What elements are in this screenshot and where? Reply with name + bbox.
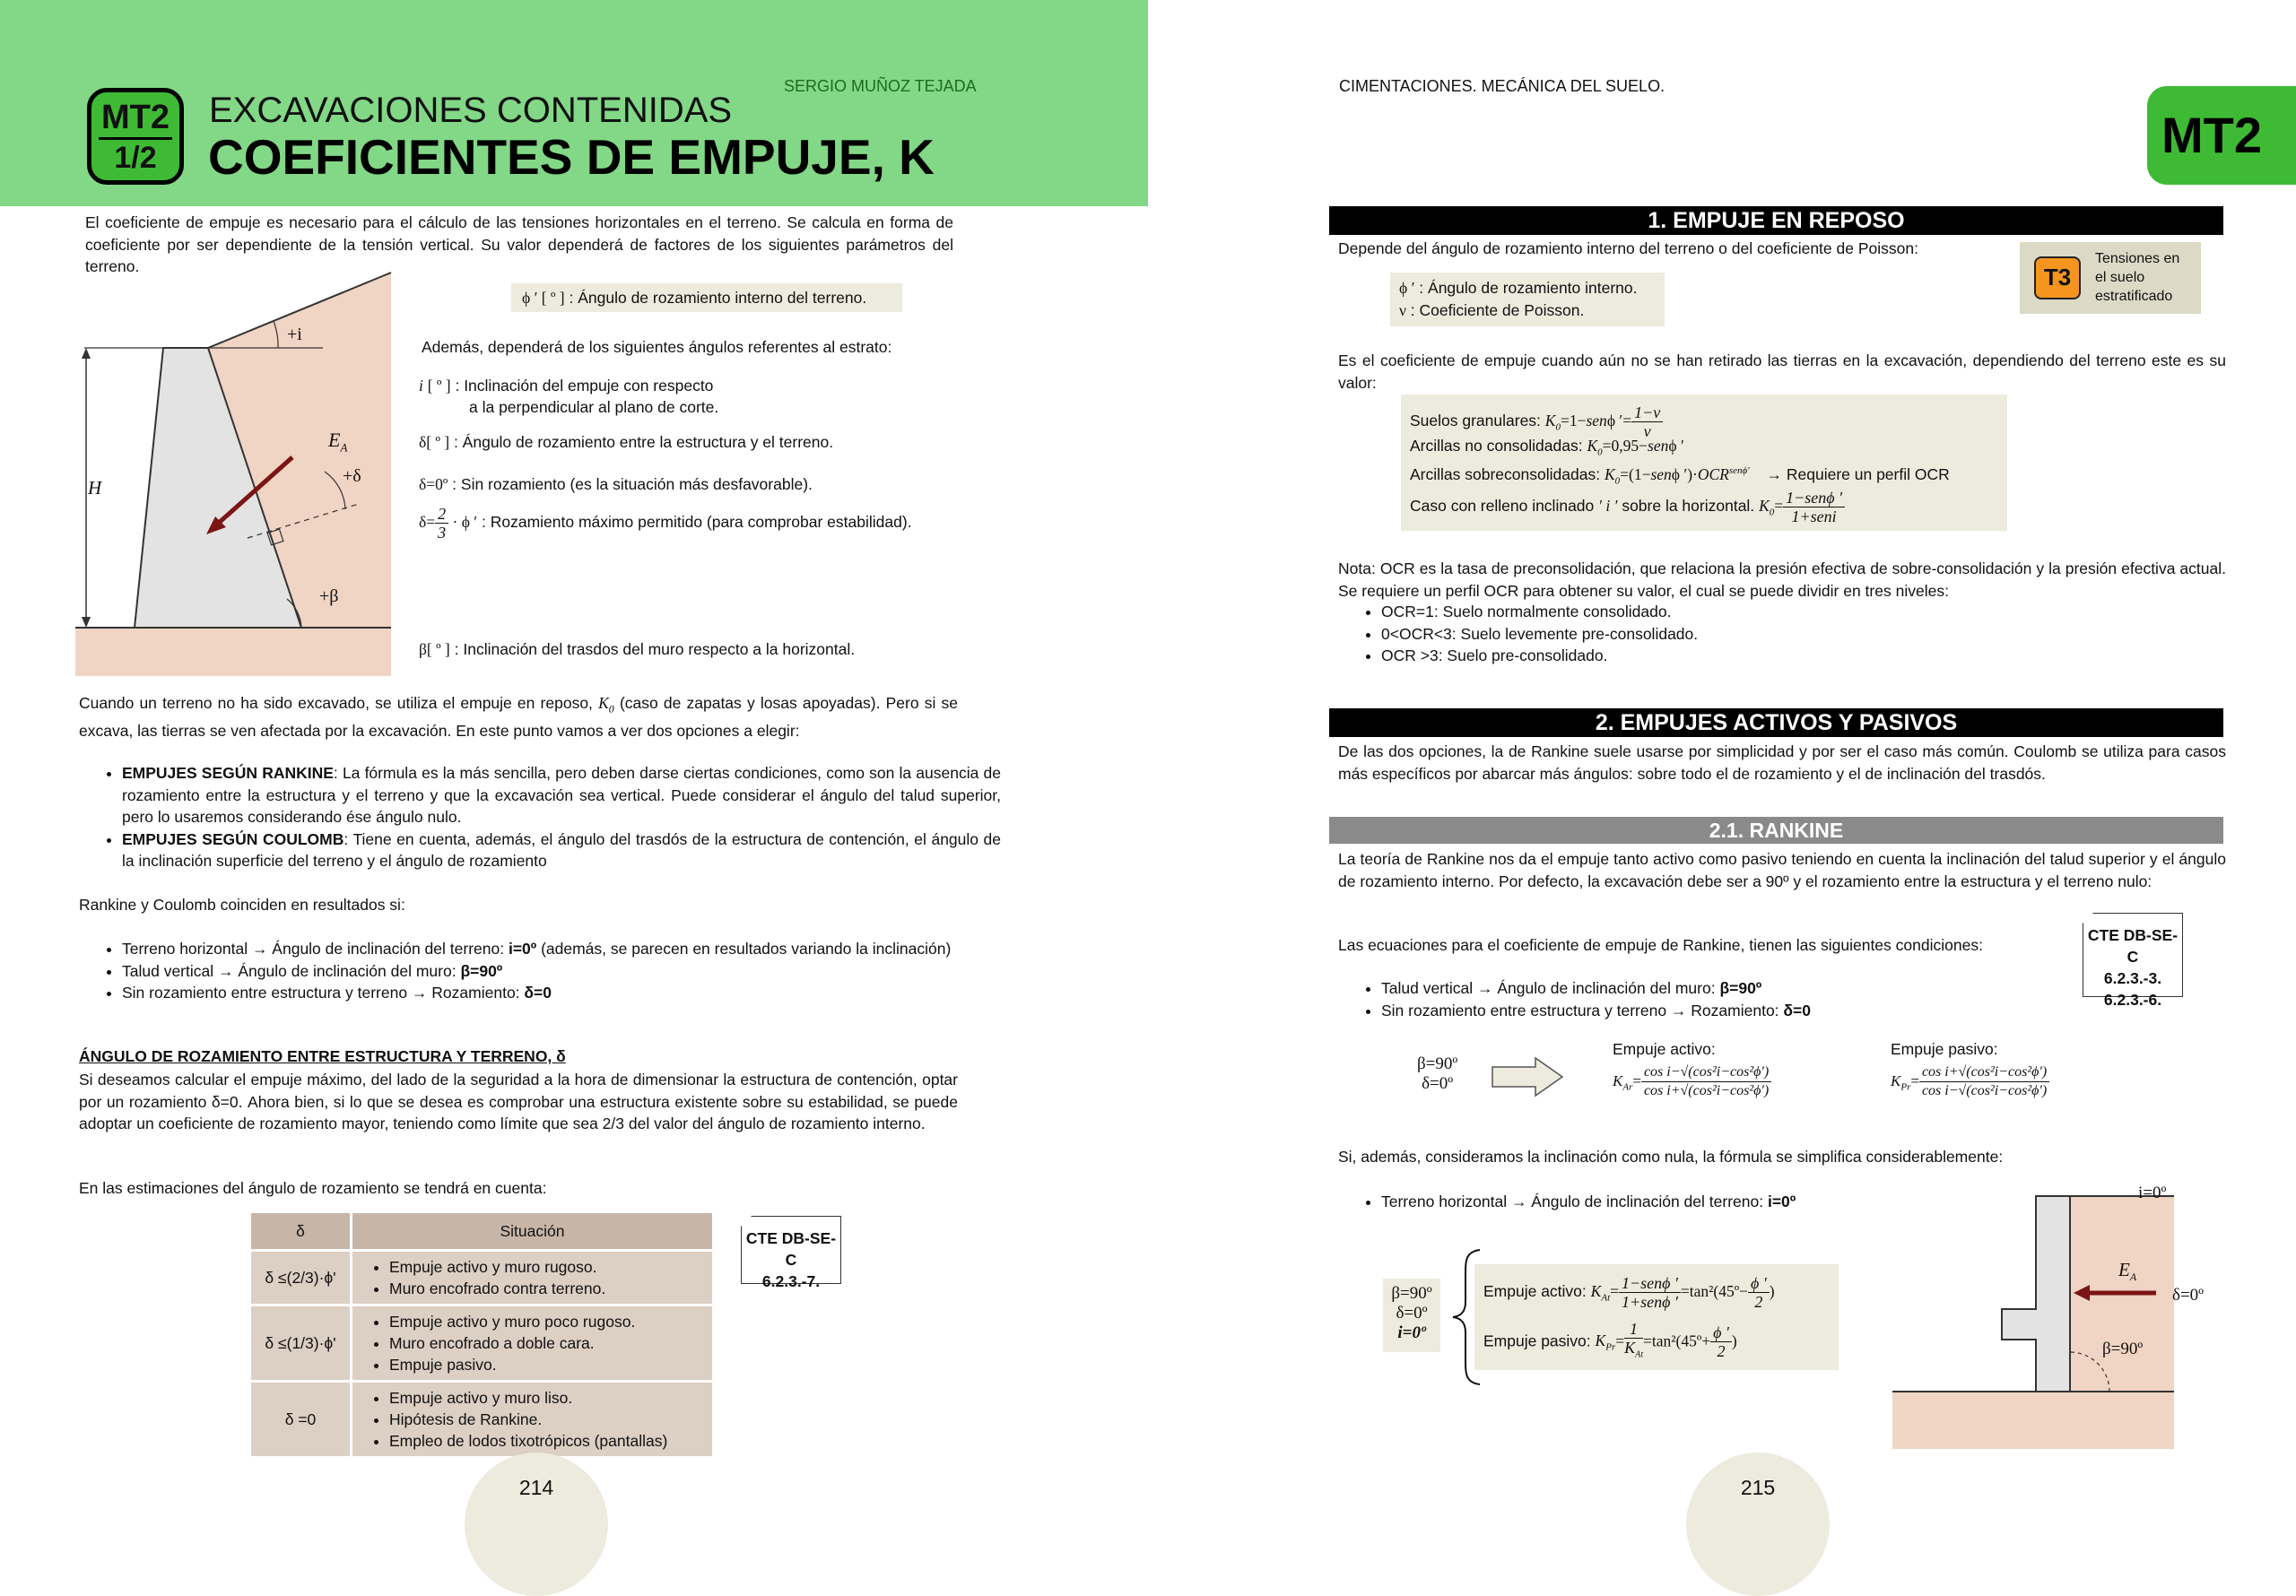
right-page-number: 215 <box>1740 1476 1776 1499</box>
fig-label-beta: +β <box>319 586 339 606</box>
angle-text: Si deseamos calcular el empuje máximo, del lado de la seguridad a la hora de dimensionar la estructura de contención, optar por un rozamiento δ=0. Ahora bien, si lo que se desea es comprobar una estructura existente sobre su estabilidad, se puede adoptar un coeficiente de rozamiento mayor, teniendo como límite que sea 2/3 del valor del ángulo de rozamiento interno. <box>79 1071 958 1132</box>
simp-formula-box: Empuje activo: $K_{At}=$ $\frac{\text{1−senϕ ′}}{\text{1+senϕ ′}}$ =tan²(45º− $\frac{\phi '}{2}$ ) Empuje pasivo: $K_{Pr}=$ $\frac{1}{K_{At}}$ =tan²(45º+ $\frac{\phi '}{2}$ ) <box>1474 1264 1839 1370</box>
delta-max: δ= $\frac{2}{3}$ · ϕ ′ : Rozamiento máximo permitido (para comprobar estabilidad). <box>419 504 912 542</box>
delta-zero: δ=0º : Sin rozamiento (es la situación más desfavorable). <box>419 475 813 493</box>
method-coulomb: • EMPUJES SEGÚN COULOMB: Tiene en cuenta, además, el ángulo del trasdós de la estructura de contención, el ángulo de la inclinación superficie del terreno y el ángulo de rozamiento <box>122 828 1001 872</box>
sec2-text: De las dos opciones, la de Rankine suele usarse por simplicidad y por ser el caso más común. Coulomb se utiliza para casos más específicos por abarcar más ángulos: sobre todo el de rozamiento y el de inclinación del trasdós. <box>1338 742 2226 783</box>
k0-box: Suelos granulares: $K_0=1-sen\phi$ ′= $\frac{1-\nu}{\nu}$ Arcillas no consolidadas: $K_0=0,95-sen\phi$ ′ Arcillas sobreconsolidadas: $K_0=(1-sen\phi$ $')\cdot OCR^{sen\phi'}$ → Requiere un perfil OCR Caso con relleno inclinado ′ i ′ sobre la horizontal. $K_0=$ $\frac{\text{1−senϕ ′}}{\text{1+seni}}$ <box>1401 395 2007 531</box>
activo-formula: $K_{Ar}=$ $\frac{\text{cos i−√(cos²i−cos²ϕ′)}}{\text{cos i+√(cos²i−cos²ϕ′)}}$ <box>1613 1063 1771 1100</box>
activo-label: Empuje activo: <box>1613 1040 1716 1058</box>
rankine-wall-figure <box>1891 1193 2176 1453</box>
ocr-levels: • OCR=1: Suelo normalmente consolidado. • 0<OCR<3: Suelo levemente pre-consolidado. • OCR >3: Suelo pre-consolidado. <box>1338 601 2188 667</box>
right-header: CIMENTACIONES. MECÁNICA DEL SUELO. <box>1339 77 1665 95</box>
coincide-text: Rankine y Coulomb coinciden en resultados si: <box>79 896 405 914</box>
left-intro: El coeficiente de empuje es necesario para el cálculo de las tensiones horizontales en el terreno. Se calcula en forma de coeficiente por ser dependiente de la tensión vertical. Su valor dependerá de factores de los siguientes parámetros del terreno. <box>85 213 953 275</box>
fig2-label-ea: $E_A$ <box>2118 1259 2137 1284</box>
rankine-conditions: • Talud vertical → Ángulo de inclinación del muro: β=90º • Sin rozamiento entre estructura y terreno → Rozamiento: δ=0 <box>1338 977 2063 1021</box>
beta-def: β[ º ] : Inclinación del trasdos del muro respecto a la horizontal. <box>419 640 856 658</box>
phi-def-box: ϕ ′ [ º ] : Ángulo de rozamiento interno del terreno. <box>511 283 902 312</box>
t3-badge: T3 <box>2034 256 2081 299</box>
left-badge <box>87 88 184 185</box>
subsection-21-bar: 2.1. RANKINE <box>1329 817 2223 844</box>
fig2-label-i: i=0º <box>2138 1184 2167 1202</box>
left-cte-ref: CTE DB-SE-C 6.2.3.-7. <box>741 1216 841 1284</box>
left-title-small: EXCAVACIONES CONTENIDAS <box>209 91 733 130</box>
ecuaciones-text: Las ecuaciones para el coeficiente de empuje de Rankine, tienen las siguientes condiciones: <box>1338 936 1983 954</box>
table-row: δ ≤(2/3)·ϕ' • Empuje activo y muro rugoso. • Muro encofrado contra terreno. <box>251 1252 712 1304</box>
phi-nu-box: ϕ ′ : Ángulo de rozamiento interno. ν : Coeficiente de Poisson. <box>1390 273 1665 326</box>
delta-def: δ[ º ] : Ángulo de rozamiento entre la estructura y el terreno. <box>419 433 834 451</box>
table-header-situacion: Situación <box>352 1213 712 1249</box>
reposo-text: Cuando un terreno no ha sido excavado, se utiliza el empuje en reposo, $K_0$ (caso de zapatas y losas apoyadas). Pero si se excava, las tierras se ven afectada por la excavación. En este punto vamos a ver dos opciones a elegir: <box>79 694 958 740</box>
badge-code: MT2 <box>101 99 170 136</box>
methods-list <box>79 762 1001 872</box>
section-1-bar: 1. EMPUJE EN REPOSO <box>1329 206 2223 235</box>
method-rankine: • EMPUJES SEGÚN RANKINE: La fórmula es la más sencilla, pero deben darse ciertas condiciones, como son la ausencia de rozamiento entre la estructura y el terreno y que la excavación sea vertical. Puede considerar el ángulo del talud superior, pero lo usaremos considerando ése ángulo nulo. <box>122 762 1001 828</box>
fig-label-ea: $E_A$ <box>328 429 348 455</box>
simplifica-text: Si, además, consideramos la inclinación como nula, la fórmula se simplifica considerablemente: <box>1338 1148 2004 1166</box>
left-author: SERGIO MUÑOZ TEJADA <box>784 77 977 95</box>
fig-label-h: H <box>88 477 102 499</box>
delta-table <box>248 1210 715 1459</box>
coincide-list: • Terreno horizontal → Ángulo de inclinación del terreno: i=0º (además, se parecen en resultados variando la inclinación) • Talud vertical → Ángulo de inclinación del muro: β=90º • Sin rozamiento entre estructura y terreno → Rozamiento: δ=0 <box>79 938 1001 1004</box>
t3-link[interactable] <box>2020 242 2201 314</box>
simp-cond-box: β=90º δ=0º i=0º <box>1383 1279 1440 1352</box>
estimaciones-text: En las estimaciones del ángulo de rozamiento se tendrá en cuenta: <box>79 1179 547 1197</box>
pasivo-formula: $K_{Pr}=$ $\frac{\text{cos i+√(cos²i−cos²ϕ′)}}{\text{cos i−√(cos²i−cos²ϕ′)}}$ <box>1891 1063 2049 1100</box>
fig2-label-beta: β=90º <box>2102 1340 2144 1358</box>
fig2-label-delta: δ=0º <box>2172 1286 2205 1305</box>
sec1-text: Es el coeficiente de empuje cuando aún no se han retirado las tierras en la excavación, dependiendo del terreno este es su valor: <box>1338 351 2226 392</box>
section-2-bar: 2. EMPUJES ACTIVOS Y PASIVOS <box>1329 708 2223 737</box>
i-def: i [ º ] : Inclinación del empuje con respecto a la perpendicular al plano de corte. <box>419 377 719 416</box>
horizontal-condition: • Terreno horizontal → Ángulo de inclinación del terreno: i=0º <box>1338 1191 2009 1213</box>
right-badge: MT2 <box>2147 86 2296 185</box>
ocr-note: Nota: OCR es la tasa de preconsolidación, que relaciona la presión efectiva de sobre-consolidación y la presión efectiva actual. Se requiere un perfil OCR para obtener su valor, el cual se puede dividir en tres niveles: <box>1338 559 2226 600</box>
also-depends: Además, dependerá de los siguientes ángulos referentes al estrato: <box>422 338 892 356</box>
pasivo-label: Empuje pasivo: <box>1891 1040 1998 1058</box>
fig-label-i: +i <box>287 325 302 344</box>
left-page-number: 214 <box>518 1476 554 1499</box>
table-row: δ =0 • Empuje activo y muro liso. • Hipótesis de Rankine. • Empleo de lodos tixotrópicos (pantallas) <box>251 1383 712 1456</box>
fig-label-delta: +δ <box>343 466 361 486</box>
cond-block: β=90º δ=0º <box>1417 1054 1458 1093</box>
badge-part: 1/2 <box>114 141 157 175</box>
right-page-number-bg <box>1686 1453 1830 1596</box>
table-row: δ ≤(1/3)·ϕ' • Empuje activo y muro poco rugoso. • Muro encofrado a doble cara. • Empuje pasivo. <box>251 1306 712 1380</box>
left-page-number-bg <box>465 1453 608 1596</box>
left-title-big: COEFICIENTES DE EMPUJE, K <box>208 129 935 185</box>
angle-heading: ÁNGULO DE ROZAMIENTO ENTRE ESTRUCTURA Y TERRENO, δ <box>79 1047 566 1065</box>
t3-text: Tensiones en el suelo estratificado <box>2095 251 2180 304</box>
table-header-delta: δ <box>251 1213 350 1249</box>
arrow-right-icon <box>1491 1056 1564 1097</box>
sec1-intro: Depende del ángulo de rozamiento interno del terreno o del coeficiente de Poisson: <box>1338 239 1918 257</box>
right-cte-ref: CTE DB-SE-C 6.2.3.-3. 6.2.3.-6. <box>2083 913 2183 997</box>
sub21-text: La teoría de Rankine nos da el empuje tanto activo como pasivo teniendo en cuenta la inclinación del talud superior y el ángulo de rozamiento interno. Por defecto, la excavación debe ser a 90º y el rozamiento entre la estructura y el terreno nulo: <box>1338 850 2226 890</box>
